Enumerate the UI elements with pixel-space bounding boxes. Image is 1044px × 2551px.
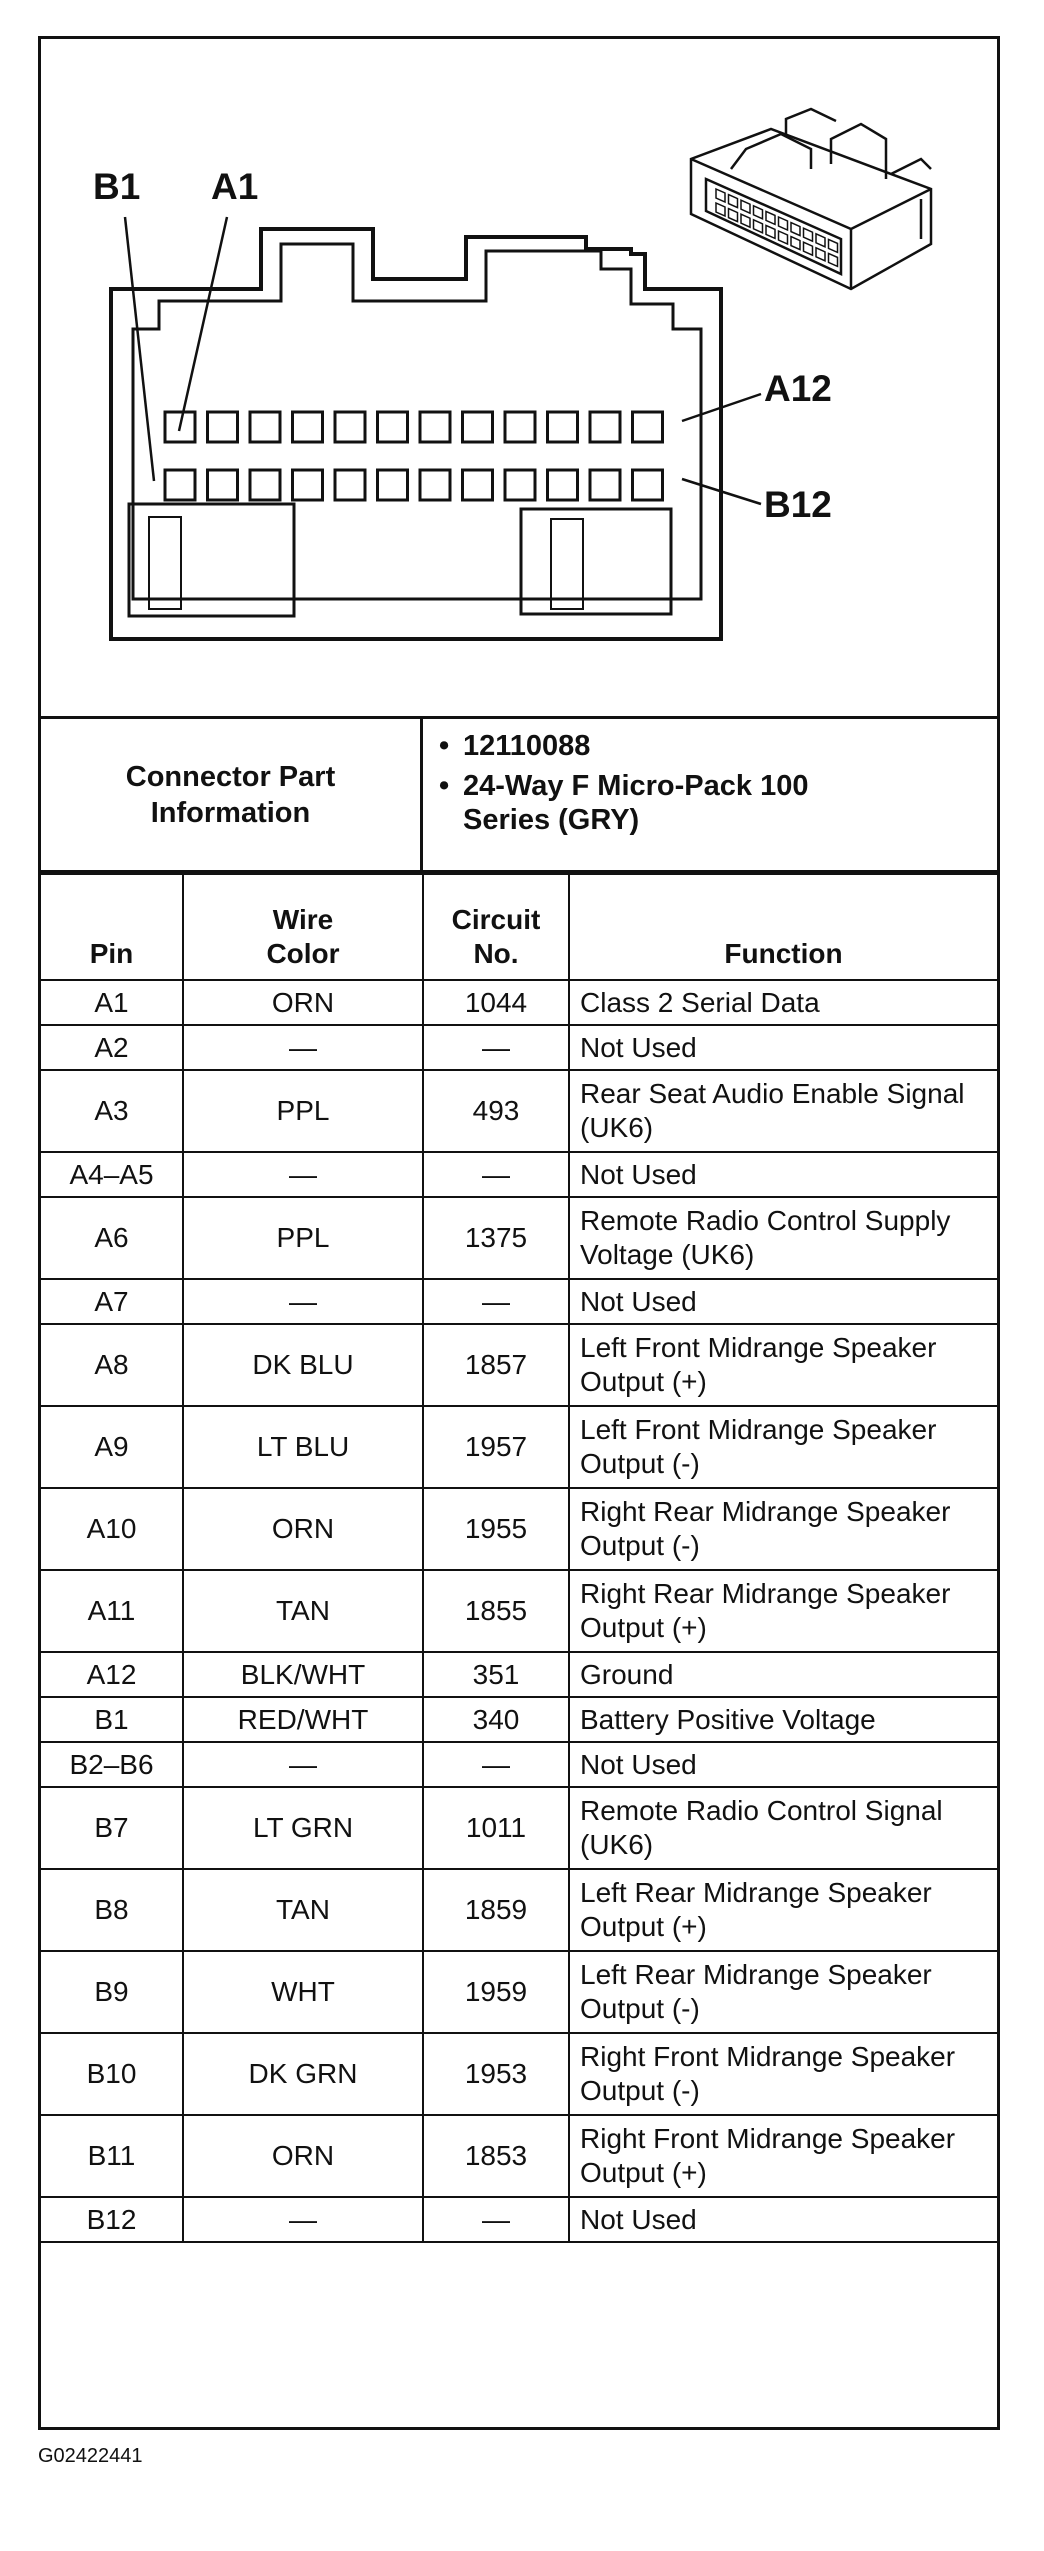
function-cell: Not Used [569,1279,997,1324]
function-cell: Battery Positive Voltage [569,1697,997,1742]
pin-cavity [293,470,323,500]
pin-cell: B8 [41,1869,183,1951]
wire-color-cell: DK GRN [183,2033,423,2115]
table-row [41,1742,997,1787]
pin-cell: A3 [41,1070,183,1152]
table-row [41,2115,997,2197]
table-row [41,1787,997,1869]
pin-cell: A10 [41,1488,183,1570]
table-row [41,1025,997,1070]
figure-code: G02422441 [38,2445,143,2467]
pin-cavity [378,412,408,442]
pin-cell: A2 [41,1025,183,1070]
pin-cell: B7 [41,1787,183,1869]
circuit-cell: 351 [423,1652,569,1697]
circuit-cell: 1853 [423,2115,569,2197]
circuit-cell: 1855 [423,1570,569,1652]
function-cell: Not Used [569,1025,997,1070]
function-cell: Right Rear Midrange Speaker Output (-) [569,1488,997,1570]
pin-cavity [250,470,280,500]
table-row [41,1697,997,1742]
function-cell: Right Front Midrange Speaker Output (+) [569,2115,997,2197]
connector-part-info-row [41,719,997,873]
wire-color-cell: WHT [183,1951,423,2033]
pin-cavity [463,412,493,442]
pin-cell: B9 [41,1951,183,2033]
isometric-cavity [729,209,738,222]
pin-cavity [250,412,280,442]
header-pin: Pin [41,874,183,980]
table-row [41,1869,997,1951]
wire-color-cell: — [183,2197,423,2242]
pin-cell: B2–B6 [41,1742,183,1787]
leader-b1 [125,217,154,481]
pin-cavity [208,412,238,442]
pin-cavity [335,470,365,500]
label-a1: A1 [211,166,259,207]
table-row [41,2197,997,2242]
pin-cavity [208,470,238,500]
circuit-cell: 1857 [423,1324,569,1406]
pin-cell: A8 [41,1324,183,1406]
isometric-cavity [766,211,775,224]
wire-color-cell: RED/WHT [183,1697,423,1742]
isometric-cavity [729,195,738,208]
function-cell: Ground [569,1652,997,1697]
wire-color-cell: ORN [183,2115,423,2197]
wire-color-cell: LT GRN [183,1787,423,1869]
isometric-cavity [766,225,775,238]
circuit-cell: — [423,1152,569,1197]
circuit-cell: 1044 [423,980,569,1025]
function-cell: Left Front Midrange Speaker Output (-) [569,1406,997,1488]
connector-sheet [38,36,1000,2430]
table-row [41,1152,997,1197]
isometric-cavity [829,253,838,266]
table-row [41,1070,997,1152]
bullet: • [439,770,450,802]
wire-color-cell: ORN [183,980,423,1025]
isometric-cavity [754,220,763,233]
pin-cell: A11 [41,1570,183,1652]
pin-cavity [165,470,195,500]
header-function: Function [569,874,997,980]
table-row [41,1951,997,2033]
table-row [41,1406,997,1488]
table-row [41,1652,997,1697]
wire-color-cell: — [183,1025,423,1070]
pin-cavity [505,412,535,442]
isometric-cavity [791,237,800,250]
pin-cavity [548,470,578,500]
leader-a1 [179,217,227,431]
wire-color-cell: TAN [183,1869,423,1951]
pin-cell: B12 [41,2197,183,2242]
isometric-cavity [829,239,838,252]
circuit-cell: — [423,1279,569,1324]
function-cell: Not Used [569,1152,997,1197]
circuit-cell: 1953 [423,2033,569,2115]
connector-isometric-view [691,109,931,289]
pin-cavity [335,412,365,442]
latch-window-left-inner [149,517,181,609]
wire-color-cell: ORN [183,1488,423,1570]
isometric-cavity [816,248,825,261]
function-cell: Left Rear Midrange Speaker Output (+) [569,1869,997,1951]
wire-color-cell: — [183,1279,423,1324]
connector-description: 24-Way F Micro-Pack 100 Series (GRY) [463,770,809,836]
connector-description-item [439,769,997,837]
label-a12: A12 [764,368,832,409]
pin-table-body [41,980,997,2242]
pin-cell: A7 [41,1279,183,1324]
pin-cavity [505,470,535,500]
table-row [41,1488,997,1570]
circuit-cell: 340 [423,1697,569,1742]
wire-color-cell: — [183,1742,423,1787]
pin-cell: A1 [41,980,183,1025]
pin-cell: A4–A5 [41,1152,183,1197]
function-cell: Not Used [569,2197,997,2242]
pin-cavity [378,470,408,500]
circuit-cell: 1011 [423,1787,569,1869]
bullet: • [439,730,450,762]
table-row [41,980,997,1025]
connector-housing-inner [133,244,701,599]
pin-cell: B10 [41,2033,183,2115]
circuit-cell: 493 [423,1070,569,1152]
connector-part-info-values [423,719,997,870]
circuit-cell: 1957 [423,1406,569,1488]
pin-cell: B1 [41,1697,183,1742]
table-row [41,1570,997,1652]
part-number: 12110088 [463,730,591,762]
circuit-cell: 1375 [423,1197,569,1279]
pin-cavity [293,412,323,442]
pin-cavity [633,412,663,442]
connector-part-info-label: Connector Part Information [41,719,423,870]
wire-color-cell: BLK/WHT [183,1652,423,1697]
circuit-cell: — [423,1025,569,1070]
function-cell: Left Front Midrange Speaker Output (+) [569,1324,997,1406]
function-cell: Remote Radio Control Supply Voltage (UK6) [569,1197,997,1279]
function-cell: Rear Seat Audio Enable Signal (UK6) [569,1070,997,1152]
table-row [41,2033,997,2115]
wire-color-cell: PPL [183,1070,423,1152]
header-circuit-no: Circuit No. [423,874,569,980]
cavity-grid [165,412,663,500]
pin-cell: A6 [41,1197,183,1279]
label-b12: B12 [764,484,832,525]
pin-cavity [420,470,450,500]
circuit-cell: — [423,2197,569,2242]
circuit-cell: 1859 [423,1869,569,1951]
pin-table [41,873,997,2243]
isometric-cavity [791,223,800,236]
pin-cavity [420,412,450,442]
isometric-cavity [804,242,813,255]
function-cell: Class 2 Serial Data [569,980,997,1025]
pin-cavity [590,412,620,442]
pin-cell: A12 [41,1652,183,1697]
isometric-cavity [804,228,813,241]
function-cell: Right Rear Midrange Speaker Output (+) [569,1570,997,1652]
isometric-cavity [741,200,750,213]
function-cell: Right Front Midrange Speaker Output (-) [569,2033,997,2115]
isometric-cavity [741,214,750,227]
pin-table-header [41,874,997,980]
pin-cell: A9 [41,1406,183,1488]
wire-color-cell: PPL [183,1197,423,1279]
circuit-cell: 1959 [423,1951,569,2033]
table-row [41,1197,997,1279]
isometric-cavity [716,189,725,202]
circuit-cell: — [423,1742,569,1787]
isometric-cavity [754,206,763,219]
part-number-item [439,729,997,763]
connector-face-diagram [41,39,997,719]
connector-diagram-panel [41,39,997,719]
isometric-cavity [779,231,788,244]
function-cell: Not Used [569,1742,997,1787]
pin-cavity [590,470,620,500]
latch-window-right-inner [551,519,583,609]
label-b1: B1 [93,166,141,207]
pin-cavity [463,470,493,500]
table-row [41,1279,997,1324]
wire-color-cell: DK BLU [183,1324,423,1406]
header-wire-color: Wire Color [183,874,423,980]
pin-cavity [548,412,578,442]
wire-color-cell: TAN [183,1570,423,1652]
wire-color-cell: — [183,1152,423,1197]
function-cell: Remote Radio Control Signal (UK6) [569,1787,997,1869]
pin-cavity [633,470,663,500]
circuit-cell: 1955 [423,1488,569,1570]
isometric-cavity [816,234,825,247]
isometric-cavity [779,217,788,230]
table-row [41,1324,997,1406]
isometric-cavity [716,203,725,216]
function-cell: Left Rear Midrange Speaker Output (-) [569,1951,997,2033]
wire-color-cell: LT BLU [183,1406,423,1488]
pin-cell: B11 [41,2115,183,2197]
